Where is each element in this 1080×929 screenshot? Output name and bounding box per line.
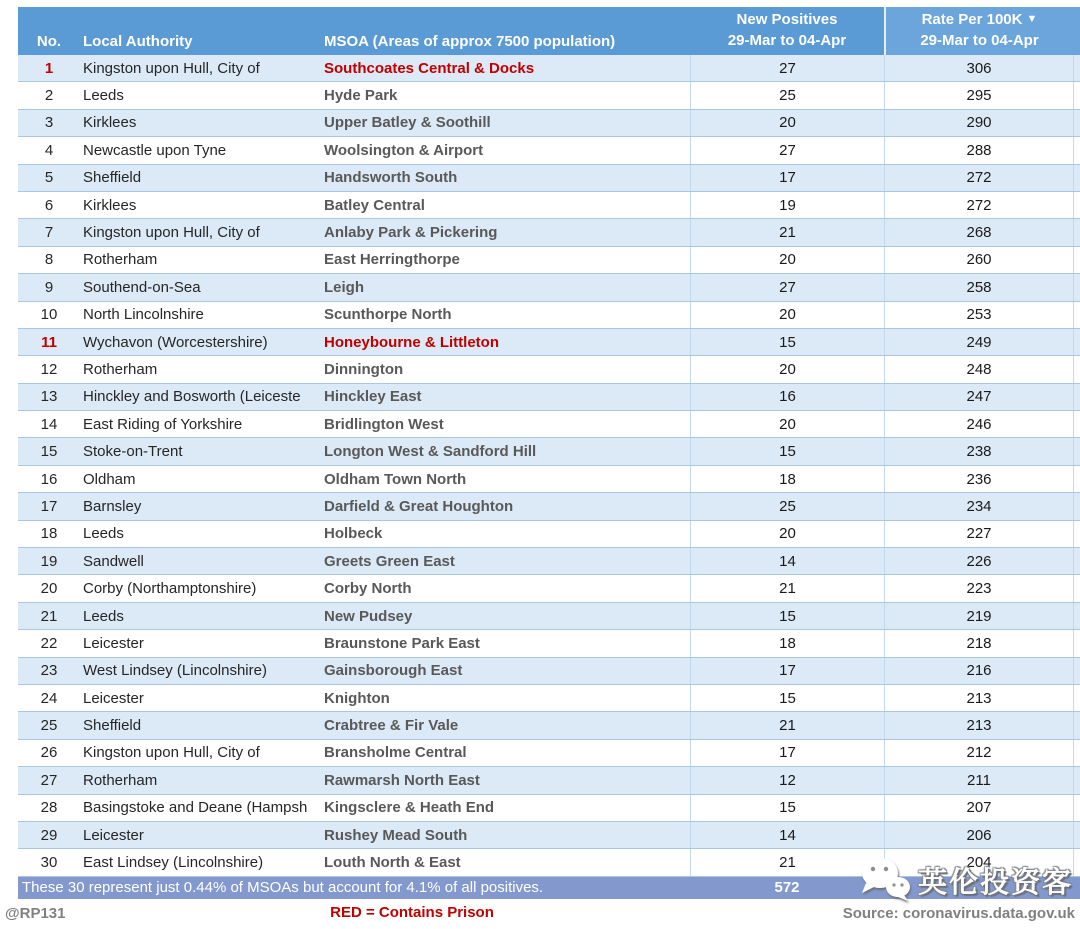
row-new-positives: 20 [690,356,884,382]
table-row [18,603,1080,630]
row-msoa-name: Longton West & Sandford Hill [324,443,537,461]
row-msoa-name: Bridlington West [324,415,444,433]
row-local-authority: Leicester [83,634,144,652]
row-local-authority: Kingston upon Hull, City of [83,744,260,762]
row-new-positives: 27 [690,55,884,81]
header-msoa-label: MSOA (Areas of approx 7500 population) [324,33,616,50]
row-edge-strip [1073,55,1080,81]
row-local-authority: Newcastle upon Tyne [83,141,227,159]
row-rank: 20 [40,580,58,598]
table-row [18,712,1080,739]
row-msoa-name: Woolsington & Airport [324,141,484,159]
row-msoa-name: Bransholme Central [324,744,467,762]
row-local-authority: Stoke-on-Trent [83,443,183,461]
row-msoa-name: Dinnington [324,360,404,378]
row-rate-per-100k: 246 [884,411,1073,437]
row-local-authority: Kirklees [83,196,137,214]
row-edge-strip [1073,192,1080,218]
row-rank: 16 [40,470,58,488]
row-msoa-name: East Herringthorpe [324,251,460,269]
header-new-positives-label: New Positives [736,11,838,28]
row-msoa-name: Gainsborough East [324,662,463,680]
row-rate-per-100k: 272 [884,192,1073,218]
row-rank: 21 [40,607,58,625]
table-row [18,685,1080,712]
row-edge-strip [1073,822,1080,848]
row-new-positives: 14 [690,822,884,848]
header-new-positives-dates: 29-Mar to 04-Apr [727,32,847,49]
row-local-authority: Kirklees [83,114,137,132]
row-edge-strip [1073,548,1080,574]
row-rank: 18 [40,525,58,543]
table-row [18,548,1080,575]
table-row [18,192,1080,219]
table-row [18,329,1080,356]
row-new-positives: 16 [690,384,884,410]
table-row [18,411,1080,438]
row-edge-strip [1073,685,1080,711]
red-legend: RED = Contains Prison [330,904,494,921]
row-new-positives: 20 [690,110,884,136]
header-no [18,7,80,55]
row-msoa-name: Darfield & Great Houghton [324,497,514,515]
row-edge-strip [1073,575,1080,601]
row-edge-strip [1073,82,1080,108]
row-rank: 22 [40,634,58,652]
row-edge-strip [1073,521,1080,547]
row-rate-per-100k: 306 [884,55,1073,81]
row-rank: 25 [40,717,58,735]
row-rate-per-100k: 236 [884,466,1073,492]
row-edge-strip [1073,219,1080,245]
summary-rate-spacer [884,877,1073,899]
row-rank: 2 [44,87,54,105]
table-row [18,822,1080,849]
table-body [18,55,1080,877]
summary-edge-spacer [1073,877,1080,899]
row-new-positives: 21 [690,575,884,601]
row-new-positives: 14 [690,548,884,574]
row-edge-strip [1073,302,1080,328]
row-new-positives: 21 [690,219,884,245]
table-row [18,795,1080,822]
row-local-authority: Wychavon (Worcestershire) [83,333,268,351]
row-rank: 8 [44,251,54,269]
table-row [18,849,1080,876]
row-new-positives: 27 [690,274,884,300]
table-row [18,658,1080,685]
header-rate-dates: 29-Mar to 04-Apr [920,32,1039,49]
table-row [18,384,1080,411]
row-local-authority: Sheffield [83,169,142,187]
row-local-authority: North Lincolnshire [83,306,204,324]
watermark-text: 英伦投资客 [918,866,1074,899]
row-msoa-name: Knighton [324,689,390,707]
header-rate-label: Rate Per 100K ▼ [921,11,1038,28]
row-new-positives: 21 [690,712,884,738]
row-rank: 30 [40,854,58,872]
table-row [18,438,1080,465]
data-source: Source: coronavirus.data.gov.uk [842,905,1075,922]
row-edge-strip [1073,767,1080,793]
row-rate-per-100k: 223 [884,575,1073,601]
row-edge-strip [1073,603,1080,629]
row-msoa-name: Batley Central [324,196,425,214]
row-new-positives: 15 [690,685,884,711]
row-rank: 7 [44,224,54,242]
summary-note: These 30 represent just 0.44% of MSOAs but account for 4.1% of all positives. [22,879,544,897]
row-new-positives: 21 [690,849,884,875]
row-edge-strip [1073,493,1080,519]
row-new-positives: 15 [690,795,884,821]
row-rank: 3 [44,114,54,132]
row-msoa-name: New Pudsey [324,607,413,625]
row-rate-per-100k: 218 [884,630,1073,656]
row-rate-per-100k: 216 [884,658,1073,684]
table-row [18,137,1080,164]
row-rate-per-100k: 238 [884,438,1073,464]
row-msoa-name: Crabtree & Fir Vale [324,717,459,735]
row-local-authority: Sandwell [83,552,144,570]
header-rate-sorted[interactable] [884,7,1073,55]
row-local-authority: Barnsley [83,497,142,515]
row-local-authority: East Riding of Yorkshire [83,415,243,433]
table-row [18,247,1080,274]
table-row [18,55,1080,82]
table-row [18,82,1080,109]
row-rate-per-100k: 272 [884,165,1073,191]
row-edge-strip [1073,795,1080,821]
row-rank: 26 [40,744,58,762]
row-rank: 15 [40,443,58,461]
row-msoa-name: Hinckley East [324,388,422,406]
table-row [18,521,1080,548]
table-row [18,630,1080,657]
row-local-authority: East Lindsey (Lincolnshire) [83,854,264,872]
row-rate-per-100k: 207 [884,795,1073,821]
row-new-positives: 27 [690,137,884,163]
header-new-positives [690,7,884,55]
row-msoa-name: Handsworth South [324,169,458,187]
row-rate-per-100k: 248 [884,356,1073,382]
table-row [18,356,1080,383]
row-rank: 23 [40,662,58,680]
row-new-positives: 19 [690,192,884,218]
row-local-authority: Basingstoke and Deane (Hampsh [83,799,308,817]
row-msoa-name: Anlaby Park & Pickering [324,224,498,242]
row-rate-per-100k: 258 [884,274,1073,300]
row-rate-per-100k: 253 [884,302,1073,328]
row-local-authority: Leeds [83,87,124,105]
row-local-authority: Kingston upon Hull, City of [83,59,260,77]
row-new-positives: 12 [690,767,884,793]
row-rate-per-100k: 206 [884,822,1073,848]
table-row [18,110,1080,137]
row-msoa-name: Rushey Mead South [324,826,468,844]
row-local-authority: Rotherham [83,251,158,269]
row-rank: 12 [40,360,58,378]
table-row [18,767,1080,794]
row-edge-strip [1073,274,1080,300]
row-new-positives: 20 [690,247,884,273]
row-msoa-name: Louth North & East [324,854,461,872]
row-new-positives: 17 [690,740,884,766]
row-rate-per-100k: 212 [884,740,1073,766]
row-local-authority: Sheffield [83,717,142,735]
row-new-positives: 25 [690,493,884,519]
row-local-authority: West Lindsey (Lincolnshire) [83,662,267,680]
row-rank: 14 [40,415,58,433]
row-local-authority: Leicester [83,689,144,707]
row-rate-per-100k: 290 [884,110,1073,136]
row-edge-strip [1073,329,1080,355]
row-rate-per-100k: 249 [884,329,1073,355]
row-rate-per-100k: 226 [884,548,1073,574]
msoa-rank-table [18,7,1080,899]
row-rank: 9 [44,278,54,296]
row-edge-strip [1073,165,1080,191]
row-rate-per-100k: 219 [884,603,1073,629]
row-new-positives: 18 [690,466,884,492]
row-new-positives: 17 [690,165,884,191]
table-header [18,7,1080,55]
row-rank: 1 [44,59,54,77]
header-no-label: No. [36,33,62,50]
row-rank: 27 [40,771,58,789]
row-msoa-name: Scunthorpe North [324,306,452,324]
row-edge-strip [1073,712,1080,738]
sort-descending-icon[interactable]: ▼ [1026,13,1038,25]
table-row [18,740,1080,767]
row-rank: 11 [41,333,57,351]
row-edge-strip [1073,247,1080,273]
row-edge-strip [1073,411,1080,437]
row-msoa-name: Rawmarsh North East [324,771,480,789]
row-rate-per-100k: 234 [884,493,1073,519]
row-rank: 29 [40,826,58,844]
row-rank: 13 [40,388,58,406]
row-edge-strip [1073,137,1080,163]
row-local-authority: Rotherham [83,360,158,378]
row-edge-strip [1073,356,1080,382]
row-new-positives: 25 [690,82,884,108]
author-handle: @RP131 [5,905,66,922]
row-new-positives: 15 [690,438,884,464]
header-edge-strip [1073,7,1080,55]
row-msoa-name: Hyde Park [324,87,398,105]
table-row [18,466,1080,493]
table-row [18,302,1080,329]
row-msoa-name: Leigh [324,278,364,296]
row-rank: 28 [40,799,58,817]
row-rate-per-100k: 288 [884,137,1073,163]
row-local-authority: Leicester [83,826,144,844]
row-msoa-name: Braunstone Park East [324,634,480,652]
table-row [18,165,1080,192]
row-msoa-name: Greets Green East [324,552,455,570]
row-rate-per-100k: 295 [884,82,1073,108]
row-new-positives: 20 [690,411,884,437]
row-new-positives: 15 [690,329,884,355]
bottom-bar [0,899,1080,929]
row-rank: 4 [44,141,54,159]
row-rank: 24 [40,689,58,707]
row-local-authority: Kingston upon Hull, City of [83,224,260,242]
row-msoa-name: Corby North [324,580,412,598]
row-edge-strip [1073,630,1080,656]
row-new-positives: 20 [690,302,884,328]
row-edge-strip [1073,438,1080,464]
row-rate-per-100k: 213 [884,712,1073,738]
row-rank: 10 [40,306,58,324]
row-local-authority: Hinckley and Bosworth (Leiceste [83,388,301,406]
row-rate-per-100k: 213 [884,685,1073,711]
row-rank: 6 [44,196,54,214]
row-msoa-name: Holbeck [324,525,383,543]
row-edge-strip [1073,110,1080,136]
row-edge-strip [1073,384,1080,410]
row-msoa-name: Kingsclere & Heath End [324,799,495,817]
header-msoa [322,7,690,55]
row-edge-strip [1073,658,1080,684]
row-new-positives: 18 [690,630,884,656]
row-msoa-name: Honeybourne & Littleton [324,333,499,351]
row-rate-per-100k: 204 [884,849,1073,875]
row-new-positives: 17 [690,658,884,684]
table-row [18,493,1080,520]
header-local-authority-label: Local Authority [83,33,193,50]
row-new-positives: 20 [690,521,884,547]
row-rank: 19 [40,552,58,570]
row-local-authority: Leeds [83,525,124,543]
table-row [18,274,1080,301]
row-edge-strip [1073,740,1080,766]
row-rate-per-100k: 260 [884,247,1073,273]
row-msoa-name: Oldham Town North [324,470,467,488]
row-rate-per-100k: 227 [884,521,1073,547]
summary-total: 572 [774,879,800,897]
row-rate-per-100k: 211 [884,767,1073,793]
table-row [18,219,1080,246]
row-rate-per-100k: 268 [884,219,1073,245]
row-edge-strip [1073,466,1080,492]
row-new-positives: 15 [690,603,884,629]
row-rank: 17 [40,497,58,515]
row-msoa-name: Upper Batley & Soothill [324,114,491,132]
row-local-authority: Leeds [83,607,124,625]
row-edge-strip [1073,849,1080,875]
header-local-authority [80,7,322,55]
row-local-authority: Oldham [83,470,136,488]
table-row [18,575,1080,602]
row-local-authority: Rotherham [83,771,158,789]
row-local-authority: Corby (Northamptonshire) [83,580,257,598]
row-rate-per-100k: 247 [884,384,1073,410]
row-local-authority: Southend-on-Sea [83,278,201,296]
row-rank: 5 [44,169,54,187]
row-msoa-name: Southcoates Central & Docks [324,59,535,77]
summary-bar [18,877,1080,899]
